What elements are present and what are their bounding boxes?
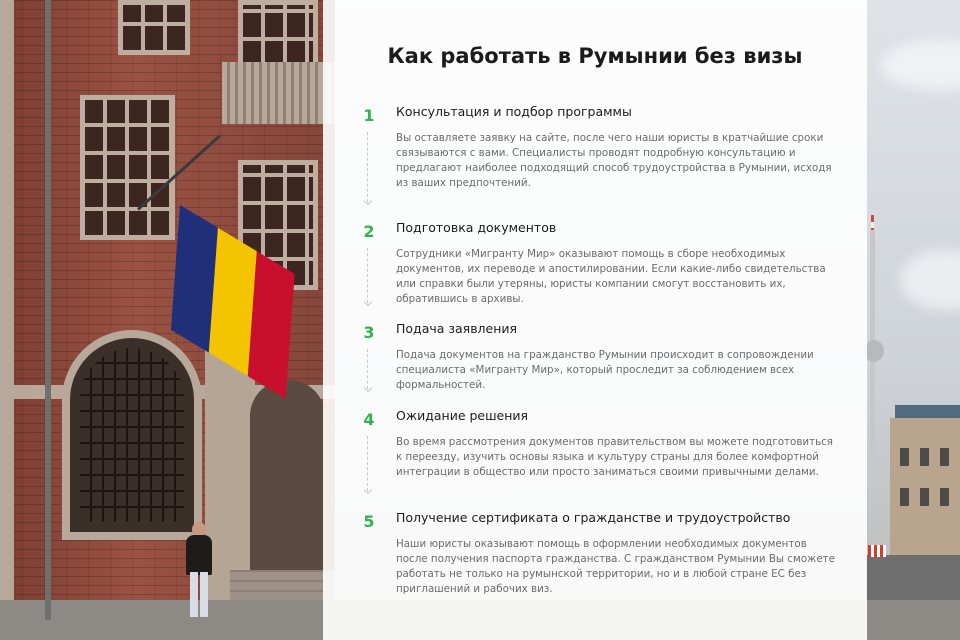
step-connector-line xyxy=(367,436,368,491)
window xyxy=(118,0,190,55)
step-description: Сотрудники «Мигранту Мир» оказывают помощь в сборе необходимых документов, их переводе и апостилировании. Если какие-либо свидетельства или справки были утеряны, юристы компании смогут восстановить их, обратившись в архивы. xyxy=(396,248,826,305)
pedestrian-body xyxy=(186,535,212,575)
step-title: Получение сертификата о гражданстве и трудоустройство xyxy=(396,510,791,525)
step-title: Подготовка документов xyxy=(396,220,557,235)
page-title: Как работать в Румынии без визы xyxy=(387,44,803,68)
step-title: Ожидание решения xyxy=(396,408,529,423)
window xyxy=(80,95,175,240)
step-description: Подача документов на гражданство Румынии происходит в сопровождении специалиста «Мигранту Мир», который проследит за соблюдением всех формальностей. xyxy=(396,349,814,391)
step-description: Вы оставляете заявку на сайте, после чего наши юристы в кратчайшие сроки связываются с вами. Специалисты проводят подробную консультацию и предлагают наиболее подходящий способ трудоустройства в Румынии, исходя из ваших предпочтений. xyxy=(396,132,832,189)
entrance-door xyxy=(250,380,325,580)
steps-panel xyxy=(323,0,867,640)
step-number: 1 xyxy=(363,106,375,125)
step-number: 2 xyxy=(363,222,375,241)
building-facade xyxy=(890,418,960,558)
step-description: Наши юристы оказывают помощь в оформлении необходимых документов после получения паспорта гражданства. С гражданством Румынии Вы сможете работать не только на румынской территории, но и в любой стране ЕС без приглашений и рабочих виз. xyxy=(396,538,835,595)
step-connector-line xyxy=(367,349,368,389)
stone-column xyxy=(0,0,14,640)
arched-window xyxy=(62,330,202,540)
step-number: 3 xyxy=(363,323,375,342)
street-pole xyxy=(45,0,51,620)
step-title: Подача заявления xyxy=(396,321,518,336)
pedestrian-legs xyxy=(190,572,208,617)
step-title: Консультация и подбор программы xyxy=(396,104,632,119)
road-barrier xyxy=(868,545,886,557)
step-number: 4 xyxy=(363,410,375,429)
window xyxy=(238,0,318,70)
balcony xyxy=(222,62,335,124)
step-connector-line xyxy=(367,248,368,303)
step-connector-line xyxy=(367,132,368,202)
step-number: 5 xyxy=(363,512,375,531)
step-description: Во время рассмотрения документов правительством вы можете подготовиться к переезду, изучить основы языка и культуру страны для более комфортной интеграции в общество или просто заниматься своими привычными делами. xyxy=(396,436,834,478)
tv-tower-sphere xyxy=(864,340,884,362)
